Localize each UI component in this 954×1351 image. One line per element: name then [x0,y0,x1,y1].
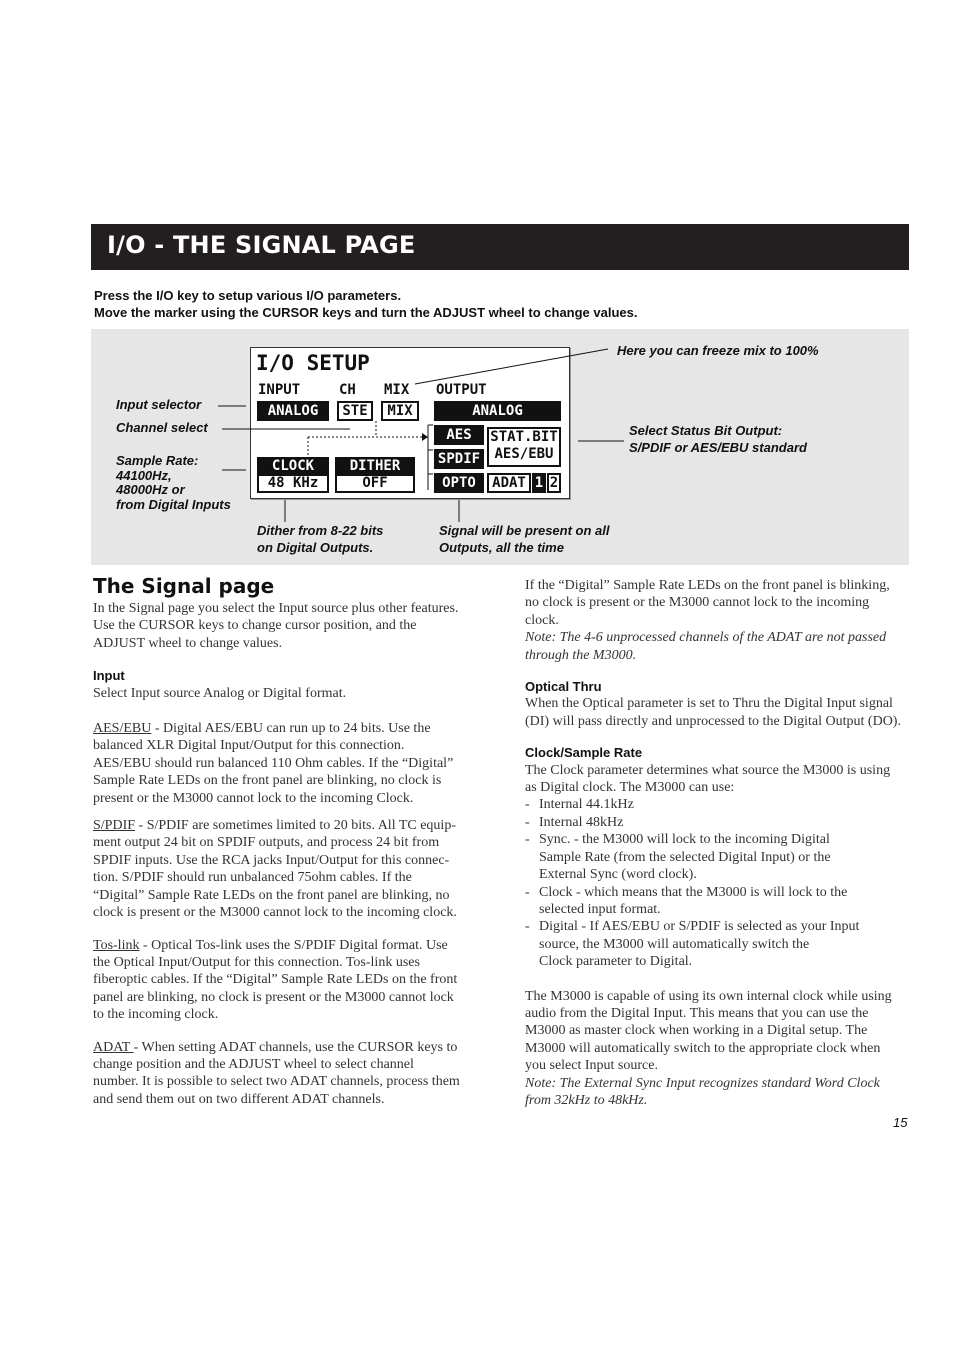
list-item [525,796,915,813]
text-line: ment output 24 bit on SPDIF outputs, and process 24 bit from [93,835,440,851]
text-line: number. It is possible to select two ADAT channels, process them [93,1074,460,1090]
clock-list [525,796,915,970]
text-line: - Optical Tos-link uses the S/PDIF Digital format. Use [139,937,448,953]
text-line: The M3000 is capable of using its own internal clock while using [525,988,892,1004]
clock-intro [525,762,915,797]
list-dash: - [525,884,530,900]
text-line: and send them out on two different ADAT channels. [93,1091,385,1107]
lcd-col-mix: MIX [384,382,410,398]
lcd-mix-value: MIX [381,401,419,421]
note-word-clock [525,1075,915,1110]
lcd-clock-label: CLOCK [257,457,329,475]
lcd-spdif: SPDIF [434,449,484,469]
spdif-term: S/PDIF [93,818,136,834]
lcd-dither-label: DITHER [335,457,415,475]
list-dash: - [525,919,530,935]
text-line: Clock parameter to Digital. [539,954,693,970]
text-line: from 32kHz to 48kHz. [525,1092,648,1108]
input-heading: Input [93,668,125,684]
text-line: balanced XLR Digital Input/Output for this connection. [93,738,405,754]
callout-signal-1: Signal will be present on all [439,523,610,538]
text-line: - S/PDIF are sometimes limited to 20 bits. All TC equip- [135,818,456,834]
spdif-paragraph [93,817,493,921]
list-dash: - [525,832,530,848]
text-line: Note: The External Sync Input recognizes standard Word Clock [525,1075,880,1091]
list-item [525,884,915,919]
text-line: Clock - which means that the M3000 is will lock to the [539,884,848,900]
page-title-bar [91,224,909,270]
text-line: M3000 as master clock when working in a Digital setup. The [525,1023,868,1039]
list-item [525,918,915,970]
text-line: as Digital clock. The M3000 can use: [525,780,735,796]
lcd-aes: AES [434,425,484,445]
lcd-col-output: OUTPUT [436,382,487,398]
lcd-stat-value: AES/EBU [494,446,554,462]
lcd-stat-bit: STAT.BIT [490,429,558,445]
right-top [525,577,915,629]
text-line: change position and the ADJUST wheel to select channel [93,1056,414,1072]
text-line: ADJUST wheel to change values. [93,635,283,651]
text-line: “Digital” Sample Rate LEDs on the front panel are blinking, no [93,887,450,903]
text-line: source, the M3000 will automatically switch the [539,936,810,952]
text-line: Internal 44.1kHz [539,797,634,813]
text-line: - When setting ADAT channels, use the CURSOR keys to [133,1039,458,1055]
text-line: Note: The 4-6 unprocessed channels of the ADAT are not passed [525,630,887,646]
callout-sample-rate-1: Sample Rate: [116,453,199,468]
text-line: AES/EBU should run balanced 110 Ohm cables. If the “Digital” [93,755,454,771]
left-intro [93,600,493,652]
text-line: the Optical Input/Output for this connection. Tos-link uses [93,954,420,970]
text-line: fiberoptic cables. If the “Digital” Sample Rate LEDs on the front [93,972,458,988]
text-line: audio from the Digital Input. This means that you can use the [525,1005,869,1021]
text-line: M3000 will automatically switch to the appropriate clock when [525,1040,881,1056]
callout-sample-rate-2: 44100Hz, [116,467,172,483]
page-title: I/O - THE SIGNAL PAGE [107,231,416,259]
text-line: Internal 48kHz [539,814,624,830]
intro-line-1: Press the I/O key to setup various I/O parameters. [94,288,402,303]
left-column [93,600,493,1108]
text-line: Digital - If AES/EBU or S/PDIF is selected as your Input [539,919,860,935]
intro-line-2: Move the marker using the CURSOR keys and turn the ADJUST wheel to change values. [94,305,638,320]
list-item [525,831,915,883]
note-adat [525,629,915,664]
callout-sample-rate-4: from Digital Inputs [116,496,231,512]
text-line: Use the CURSOR keys to change cursor position, and the [93,618,417,634]
callout-sample-rate [116,454,231,512]
lcd-opto: OPTO [434,473,484,493]
callout-channel-select: Channel select [116,420,208,435]
lcd-clock-value: 48 KHz [257,474,329,493]
tos-term: Tos-link [93,937,140,953]
text-line: tion. S/PDIF should run unbalanced 75ohm cables. If the [93,870,412,886]
optical-text [525,695,915,730]
text-line: Sample Rate LEDs on the front panel are blinking, no clock is [93,773,442,789]
callout-sample-rate-3: 48000Hz or [116,482,185,497]
text-line: no clock is present or the M3000 cannot lock to the incoming [525,595,870,611]
text-line: SPDIF inputs. Use the RCA jacks Input/Output for this connec- [93,852,450,868]
callout-signal-2: Outputs, all the time [439,540,564,555]
callout-signal [439,522,609,556]
lcd-stat-bit-box [487,427,561,467]
callout-freeze: Here you can freeze mix to 100% [617,343,819,358]
tos-paragraph [93,937,493,1024]
lcd-col-input: INPUT [258,382,301,398]
text-line: Sync. - the M3000 will lock to the incoming Digital [539,832,830,848]
aes-term: AES/EBU [93,721,152,737]
text-line: panel are blinking, no clock is present or the M3000 cannot lock [93,989,454,1005]
text-line: you select Input source. [525,1058,658,1074]
text-line: When the Optical parameter is set to Thru the Digital Input signal [525,696,893,712]
text-line: - Digital AES/EBU can run up to 24 bits. Use the [151,721,431,737]
lcd-dither-value: OFF [335,474,415,493]
text-line: External Sync (word clock). [539,867,697,883]
callout-dither-1: Dither from 8-22 bits [257,523,384,538]
callout-input-selector: Input selector [116,397,202,412]
lcd-col-ch: CH [339,382,356,398]
list-dash: - [525,814,530,830]
lcd-output-value: ANALOG [434,401,561,421]
lcd-title: I/O SETUP [256,351,370,375]
callout-status-bit [629,423,807,455]
section-heading: The Signal page [93,574,275,598]
adat-term: ADAT [93,1039,134,1055]
input-text: Select Input source Analog or Digital format. [93,685,347,701]
text-line: If the “Digital” Sample Rate LEDs on the front panel is blinking, [525,578,890,593]
aes-paragraph [93,720,493,807]
callout-dither-2: on Digital Outputs. [257,540,374,555]
page-number: 15 [893,1115,908,1130]
right-column [525,577,915,1109]
lcd-adat-ch2: 2 [547,473,561,493]
intro-instructions [94,287,894,321]
list-item [525,814,915,831]
lcd-adat: ADAT [487,473,531,493]
text-line: clock. [525,612,559,628]
adat-paragraph [93,1039,493,1109]
text-line: to the incoming clock. [93,1007,219,1023]
lcd-adat-ch1: 1 [532,473,546,493]
clock-heading: Clock/Sample Rate [525,745,643,761]
lcd-display [250,347,570,499]
text-line: In the Signal page you select the Input source plus other features. [93,601,459,616]
lcd-input-value: ANALOG [257,401,329,421]
callout-status-line-2: S/PDIF or AES/EBU standard [629,440,807,455]
text-line: (DI) will pass directly and unprocessed to the Digital Output (DO). [525,713,901,729]
optical-heading: Optical Thru [525,679,602,695]
text-line: present or the M3000 cannot lock to the incoming Clock. [93,790,414,806]
clock-bottom [525,988,915,1075]
text-line: clock is present or the M3000 cannot lock to the incoming clock. [93,905,457,921]
text-line: selected input format. [539,901,661,917]
text-line: The Clock parameter determines what source the M3000 is using [525,762,891,778]
lcd-ch-value: STE [337,401,373,421]
callout-dither [257,522,383,556]
text-line: Sample Rate (from the selected Digital Input) or the [539,849,831,865]
text-line: through the M3000. [525,647,637,663]
list-dash: - [525,797,530,813]
callout-status-line-1: Select Status Bit Output: [629,423,783,438]
